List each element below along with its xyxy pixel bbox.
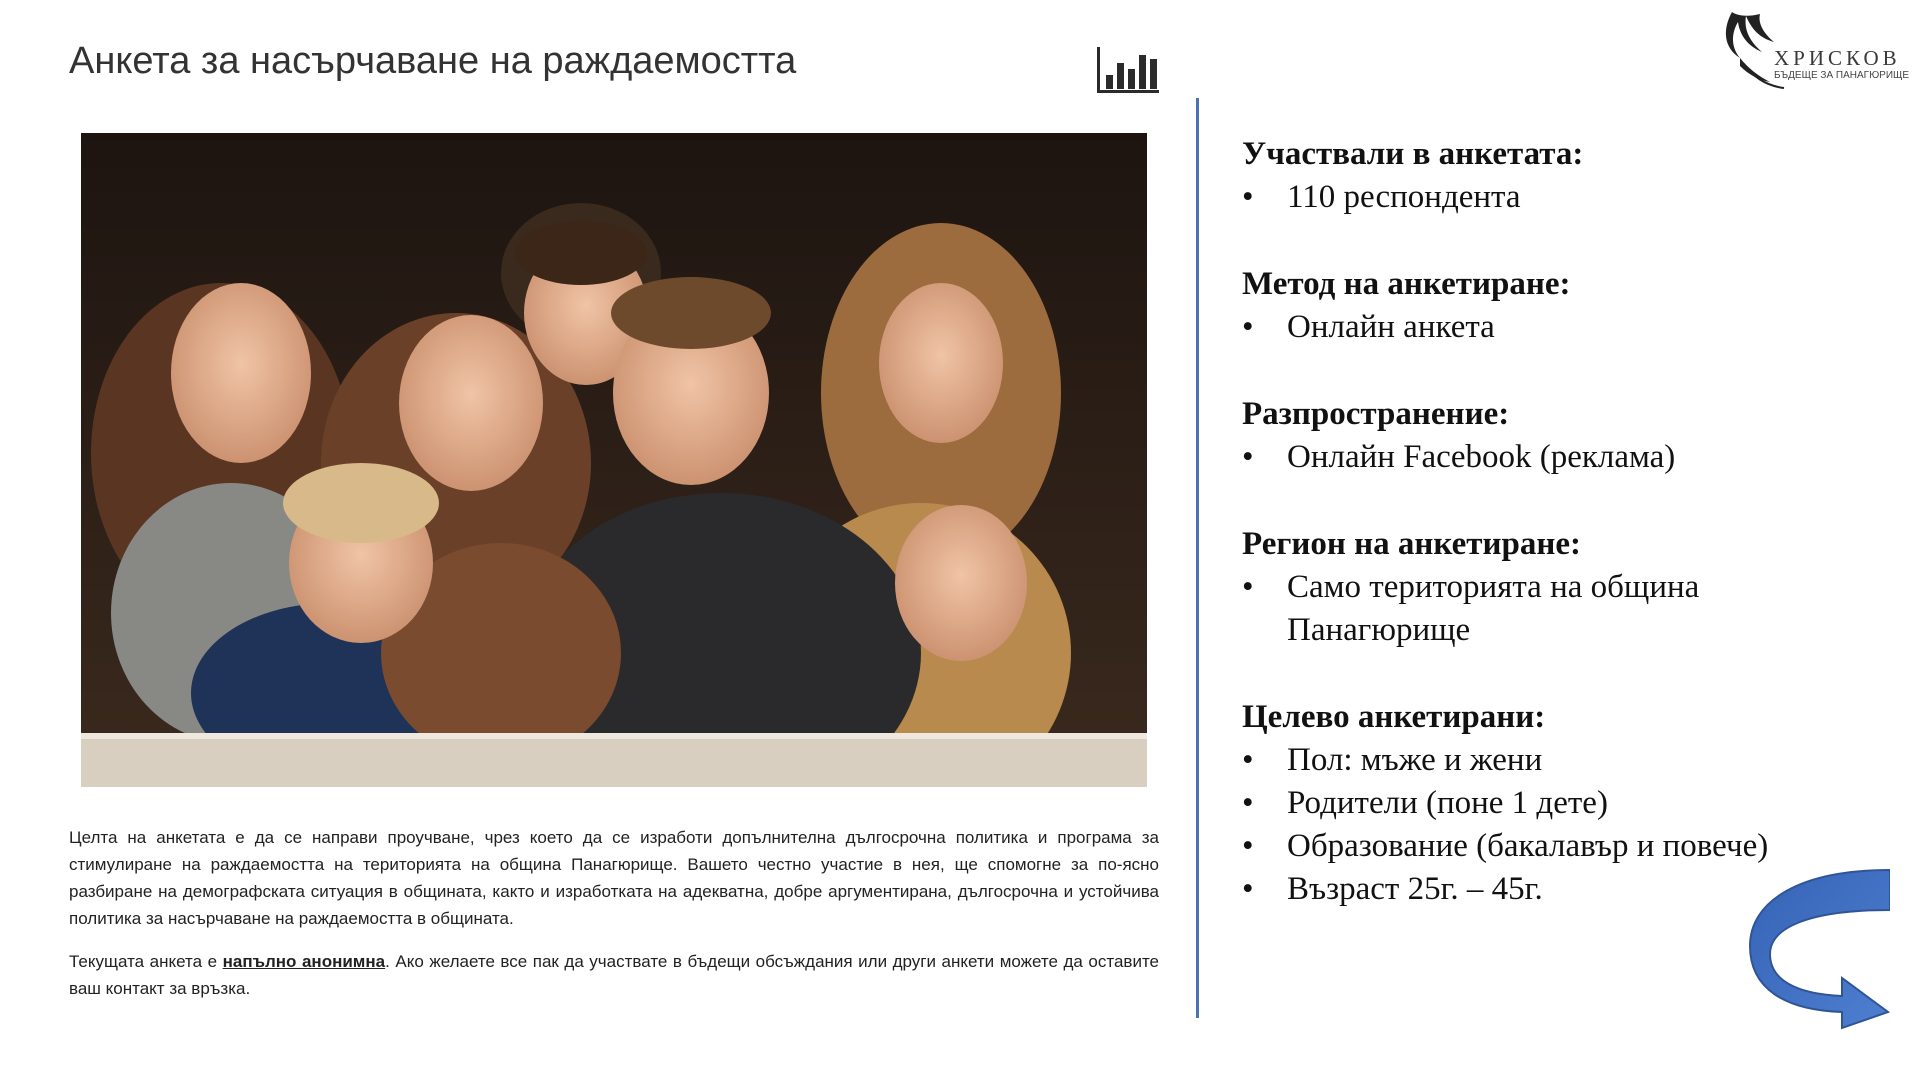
page-title: Анкета за насърчаване на раждаемостта xyxy=(69,40,797,82)
section-heading: Участвали в анкетата: xyxy=(1242,136,1584,172)
section-heading: Целево анкетирани: xyxy=(1242,699,1546,735)
section-heading: Разпространение: xyxy=(1242,396,1510,432)
bullet-item: • Образование (бакалавър и повече) xyxy=(1242,825,1842,868)
logo-tagline: БЪДЕЩЕ ЗА ПАНАГЮРИЩЕ xyxy=(1774,70,1910,81)
family-photo xyxy=(81,133,1147,787)
bullet-item: • 110 респондента xyxy=(1242,176,1842,219)
info-section xyxy=(1242,132,1842,219)
description-paragraph: Целта на анкетата е да се направи проучване, чрез което да се изработи допълнителна дългосрочна политика и програма за стимулиране на раждаемостта на територията на община Панагюрище. Вашето честно участие в нея, ще спомогне за по-ясно разбиране на демографската ситуация в общината, както и изработката на адекватна, добре аргументирана, дългосрочна и устойчива политика за насърчаване на раждаемостта в общината. xyxy=(69,828,1159,928)
bar-chart-icon xyxy=(1095,45,1161,95)
description xyxy=(69,824,1159,1018)
info-section xyxy=(1242,392,1842,479)
vertical-divider xyxy=(1196,98,1199,1018)
bullet-item: • Само територията на община Панагюрище xyxy=(1242,566,1842,652)
curved-arrow-icon[interactable] xyxy=(1748,868,1890,1030)
anonymous-emphasis: напълно анонимна xyxy=(222,952,386,971)
bullet-item: • Пол: мъже и жени xyxy=(1242,739,1842,782)
info-section xyxy=(1242,522,1842,652)
section-heading: Регион на анкетиране: xyxy=(1242,526,1581,562)
logo xyxy=(1718,8,1914,92)
logo-name: ХРИСКОВ xyxy=(1774,46,1901,70)
bullet-item: • Възраст 25г. – 45г. xyxy=(1242,868,1842,911)
anonymity-paragraph: Текущата анкета е напълно анонимна. Ако желаете все пак да участвате в бъдещи обсъждания или други анкети можете да оставите ваш контакт за връзка. xyxy=(69,952,1159,998)
section-heading: Метод на анкетиране: xyxy=(1242,266,1571,302)
bullet-item: • Родители (поне 1 дете) xyxy=(1242,782,1842,825)
survey-info xyxy=(1242,132,1842,954)
bullet-item: • Онлайн Facebook (реклама) xyxy=(1242,436,1842,479)
info-section xyxy=(1242,262,1842,349)
bullet-item: • Онлайн анкета xyxy=(1242,306,1842,349)
